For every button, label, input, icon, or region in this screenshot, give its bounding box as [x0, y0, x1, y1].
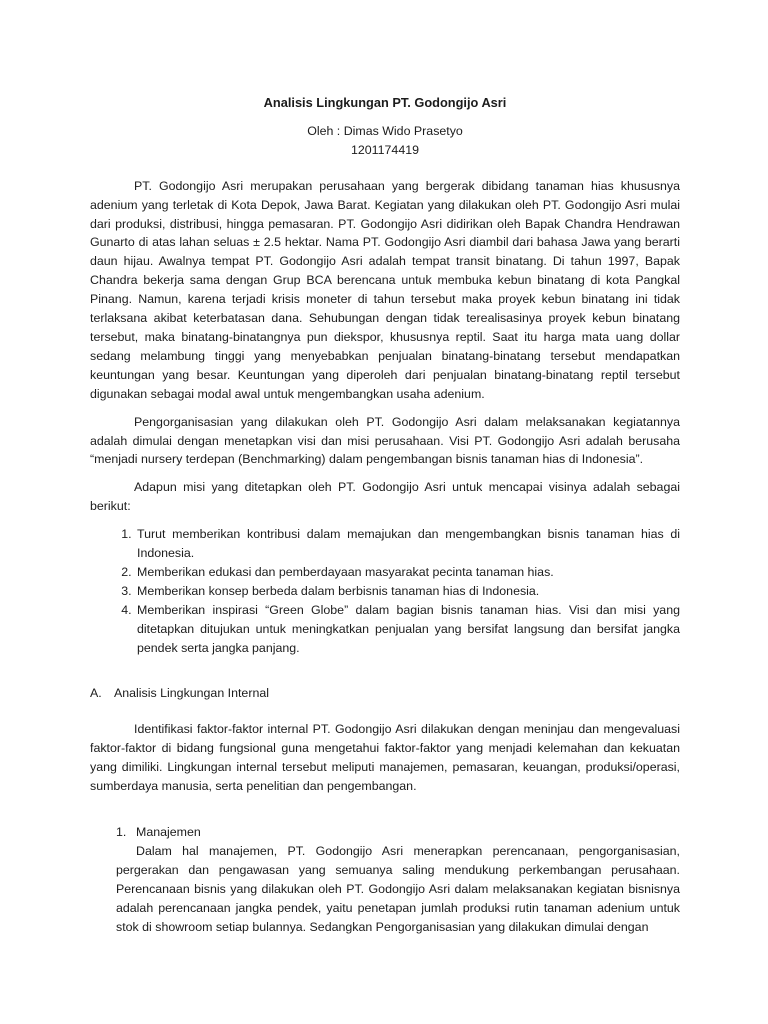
mission-list — [90, 525, 680, 657]
document-title: Analisis Lingkungan PT. Godongijo Asri — [263, 95, 507, 110]
section-marker: A. — [90, 686, 102, 701]
section-heading-internal — [90, 684, 680, 703]
internal-paragraph: Identifikasi faktor-faktor internal PT. Godongijo Asri dilakukan dengan meninjau dan mengevaluasi faktor-faktor di bidang fungsional guna mengetahui faktor-faktor yang menjadi kelemahan dan kekuatan yang dimiliki. Lingkungan internal tersebut meliputi manajemen, pemasaran, keuangan, produksi/operasi, sumberdaya manusia, serta penelitian dan pengembangan. — [90, 722, 680, 794]
mission-item: 3. Memberikan konsep berbeda dalam berbisnis tanaman hias di Indonesia. — [135, 582, 680, 601]
mission-intro-paragraph: Adapun misi yang ditetapkan oleh PT. Godongijo Asri untuk mencapai visinya adalah sebagai berikut: — [90, 480, 680, 514]
student-id: 1201174419 — [351, 142, 419, 157]
management-paragraph: Dalam hal manajemen, PT. Godongijo Asri menerapkan perencanaan, pengorganisasian, pergerakan dan pengawasan yang semuanya saling mendukung perkembangan perusahaan. Perencanaan bisnis yang dilakukan oleh PT. Godongijo Asri dalam melaksanakan kegiatan bisnisnya adalah perencanaan jangka pendek, yaitu penetapan jumlah produksi rutin tanaman adenium untuk stok di showroom setiap bulannya. Sedangkan Pengorganisasian yang dilakukan dimulai dengan — [116, 843, 680, 934]
section-label: Analisis Lingkungan Internal — [114, 686, 269, 701]
subsection-label: Manajemen — [136, 825, 201, 839]
mission-item: 1. Turut memberikan kontribusi dalam memajukan dan mengembangkan bisnis tanaman hias di Indonesia. — [135, 525, 680, 563]
mission-item: 2. Memberikan edukasi dan pemberdayaan masyarakat pecinta tanaman hias. — [135, 563, 680, 582]
organization-paragraph: Pengorganisasian yang dilakukan oleh PT. Godongijo Asri dalam melaksanakan kegiatannya adalah dimulai dengan menetapkan visi dan misi perusahaan. Visi PT. Godongijo Asri adalah berusaha “menjadi nursery terdepan (Benchmarking) dalam pengembangan bisnis tanaman hias di Indonesia”. — [90, 414, 680, 467]
subsection-heading-manajemen — [90, 823, 680, 842]
intro-paragraph: PT. Godongijo Asri merupakan perusahaan yang bergerak dibidang tanaman hias khususnya adenium yang terletak di Kota Depok, Jawa Barat. Kegiatan yang dilakukan oleh PT. Godongijo Asri mulai dari produksi, distribusi, hingga pemasaran. PT. Godongijo Asri didirikan oleh Bapak Chandra Hendrawan Gunarto di atas lahan seluas ± 2.5 hektar. Nama PT. Godongijo Asri diambil dari bahasa Jawa yang berarti daun hijau. Awalnya tempat PT. Godongijo Asri adalah tempat transit binatang. Di tahun 1997, Bapak Chandra bekerja sama dengan Grup BCA berencana untuk membuka kebun binatang di kota Pangkal Pinang. Namun, karena terjadi krisis moneter di tahun tersebut maka proyek kebun binatang ini tidak terlaksana akibat keterbatasan dana. Sehubungan dengan tidak terealisasinya proyek kebun binatang tersebut, maka binatang-binatangnya pun diekspor, khususnya reptil. Saat itu harga mata uang dollar sedang melambung tinggi yang menyebabkan penjualan binatang-binatang tersebut mendapatkan keuntungan yang besar. Keuntungan yang diperoleh dari penjualan binatang-binatang reptil tersebut digunakan sebagai modal awal untuk mengembangkan usaha adenium. — [90, 178, 680, 401]
author-line: Oleh : Dimas Wido Prasetyo — [307, 123, 463, 138]
subsection-marker: 1. — [116, 825, 127, 839]
mission-item: 4. Memberikan inspirasi “Green Globe” dalam bagian bisnis tanaman hias. Visi dan misi yang ditetapkan ditujukan untuk meningkatkan penjualan yang bersifat langsung dan bersifat jangka pendek serta jangka panjang. — [135, 601, 680, 658]
